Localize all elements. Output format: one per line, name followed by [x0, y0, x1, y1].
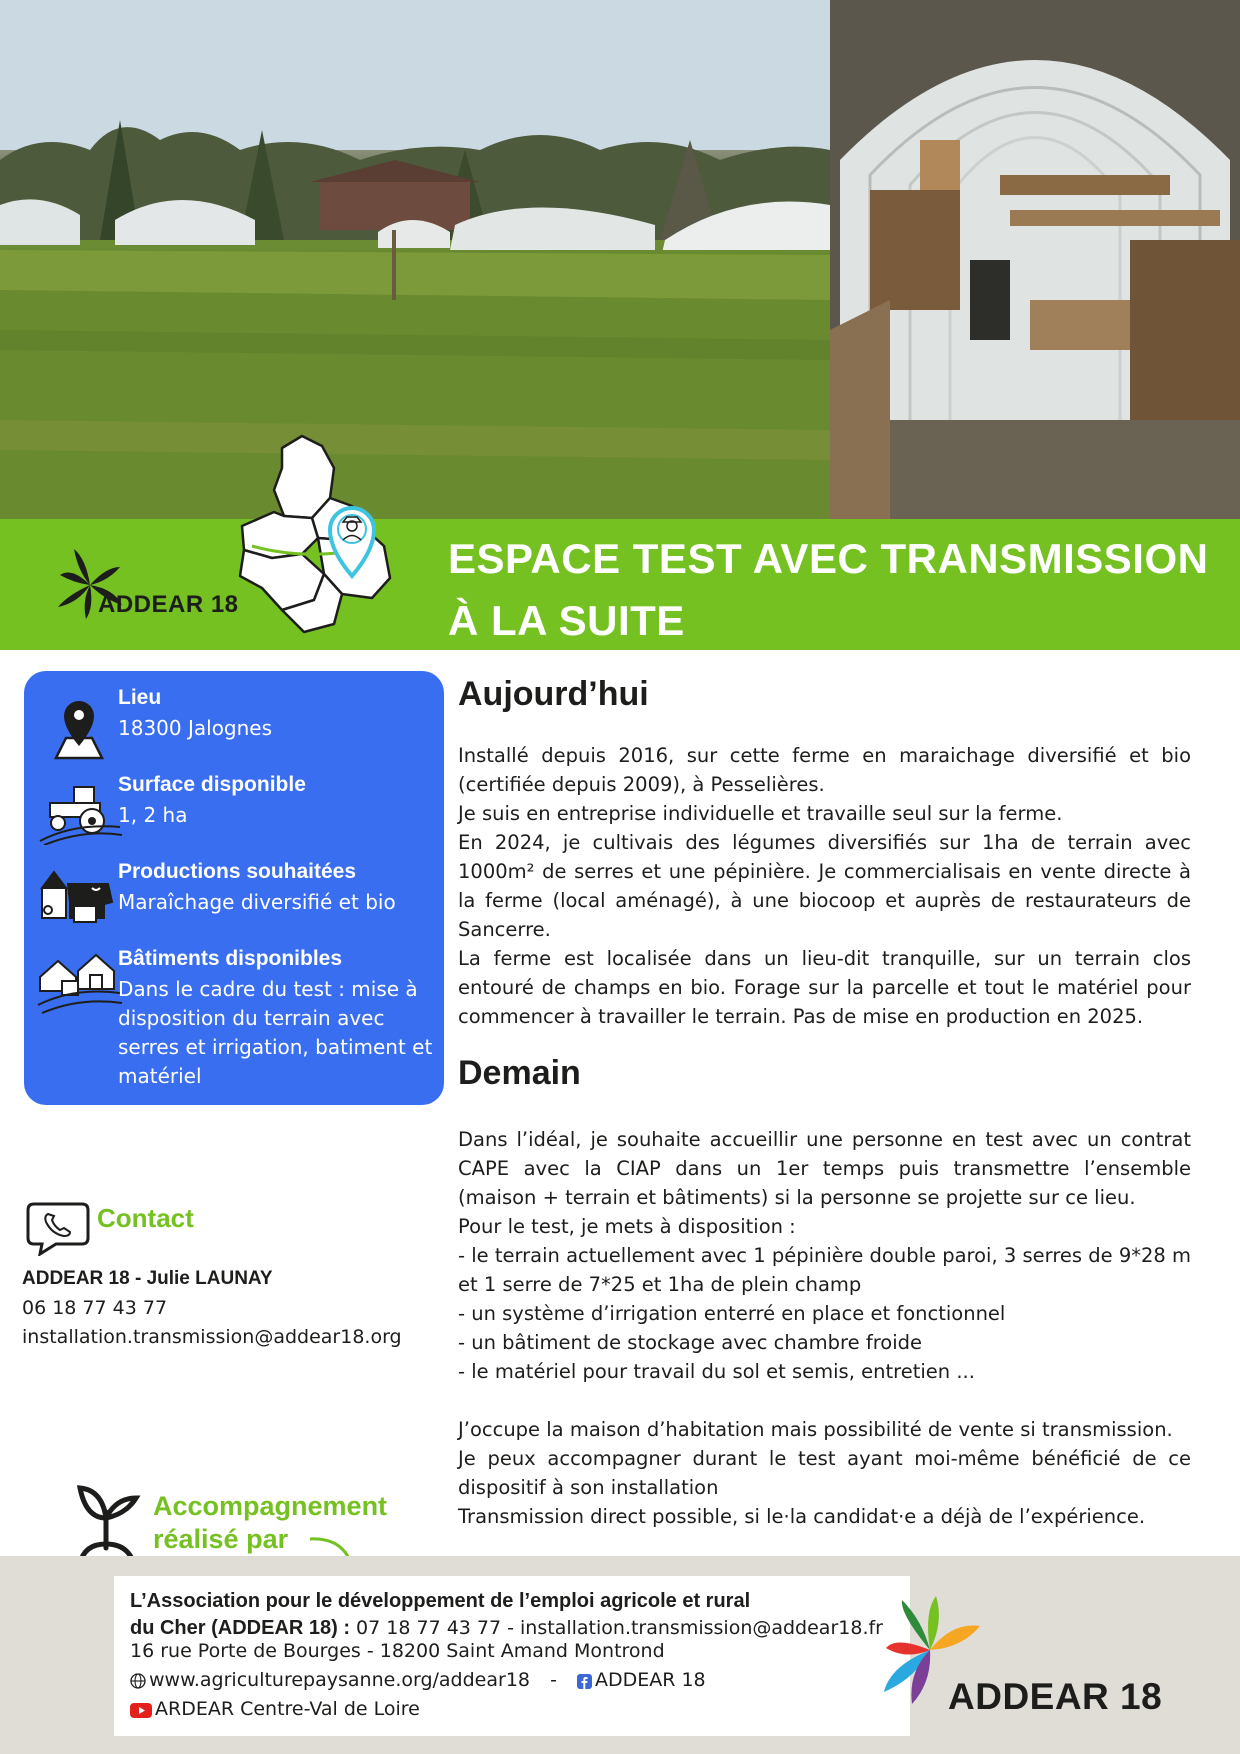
- paragraph: J’occupe la maison d’habitation mais possibilité de vente si transmission.: [458, 1418, 1173, 1441]
- paragraph: - le matériel pour travail du sol et semis, entretien ...: [458, 1360, 975, 1383]
- facebook-icon: [577, 1674, 592, 1689]
- paragraph: Je peux accompagner durant le test ayant moi-même bénéficié de ce dispositif à son installation: [458, 1447, 1191, 1499]
- paragraph: Installé depuis 2016, sur cette ferme en maraichage diversifié et bio (certifiée depuis 2009), à Pesselières.: [458, 744, 1191, 796]
- info-label: Bâtiments disponibles: [118, 947, 343, 970]
- contact-phone: 06 18 77 43 77: [22, 1297, 168, 1319]
- paragraph: La ferme est localisée dans un lieu-dit tranquille, sur un terrain clos entouré de champs en bio. Forage sur la parcelle et tout le matériel pour commencer à travailler le terrain. Pas de mise en production en 2025.: [458, 947, 1191, 1028]
- paragraph: Je suis en entreprise individuelle et travaille seul sur la ferme.: [458, 802, 1063, 825]
- youtube-link[interactable]: ARDEAR Centre-Val de Loire: [155, 1698, 420, 1720]
- info-card: [24, 671, 444, 1105]
- website-link[interactable]: www.agriculturepaysanne.org/addear18: [149, 1669, 531, 1691]
- footer-address: 16 rue Porte de Bourges - 18200 Saint Amand Montrond: [130, 1640, 665, 1662]
- footer-youtube-row: [130, 1698, 420, 1720]
- paragraph: - un système d’irrigation enterré en place et fonctionnel: [458, 1302, 1006, 1325]
- facebook-link[interactable]: ADDEAR 18: [594, 1669, 706, 1691]
- paragraph: Transmission direct possible, si le·la candidat·e a déjà de l’expérience.: [458, 1505, 1146, 1528]
- tractor-icon: [34, 775, 124, 845]
- info-value: Dans le cadre du test : mise à disposition du terrain avec serres et irrigation, batiment et matériel: [118, 977, 433, 1088]
- info-value: Maraîchage diversifié et bio: [118, 890, 396, 914]
- footer-links-row: [130, 1669, 706, 1691]
- footer-separator: -: [550, 1669, 557, 1691]
- info-label: Productions souhaitées: [118, 860, 357, 883]
- footer-organization: [130, 1588, 910, 1642]
- footer-org-contact: 07 18 77 43 77 - installation.transmission@addear18.fr: [350, 1617, 883, 1639]
- contact-email[interactable]: installation.transmission@addear18.org: [22, 1326, 402, 1348]
- paragraph: Pour le test, je mets à disposition :: [458, 1215, 796, 1238]
- header-photos: [0, 0, 1240, 519]
- phone-bubble-icon: [26, 1200, 90, 1256]
- footer-org-line-1: L’Association pour le développement de l’emploi agricole et rural: [130, 1590, 751, 1612]
- footer-org-name: du Cher (ADDEAR 18) :: [130, 1617, 351, 1639]
- info-label: Surface disponible: [118, 773, 306, 796]
- footer-logo-name: ADDEAR 18: [948, 1676, 1163, 1717]
- globe-icon: [130, 1673, 146, 1689]
- footer-org-line-2: [130, 1615, 910, 1642]
- paragraph: - un bâtiment de stockage avec chambre froide: [458, 1331, 923, 1354]
- field-photo: [0, 0, 830, 519]
- accompagnement-line-2: réalisé par: [153, 1524, 289, 1554]
- heading-tomorrow: Demain: [458, 1054, 581, 1092]
- heading-today: Aujourd’hui: [458, 675, 649, 713]
- title-line-2: À LA SUITE: [448, 597, 685, 644]
- farm-buildings-icon: [34, 947, 124, 1017]
- page-title: [448, 528, 1228, 652]
- youtube-icon: [130, 1703, 152, 1718]
- info-value: 1, 2 ha: [118, 803, 188, 827]
- paragraph: - le terrain actuellement avec 1 pépinière double paroi, 3 serres de 9*28 m et 1 serre de 7*25 et 1ha de plein champ: [458, 1244, 1191, 1296]
- contact-name: ADDEAR 18 - Julie LAUNAY: [22, 1268, 273, 1289]
- paragraph: En 2024, je cultivais des légumes diversifiés sur 1ha de terrain avec 1000m² de serres et une pépinière. Je commercialisais en vente directe à la ferme (local aménagé), à une biocoop et auprès de restaurateurs de Sancerre.: [458, 831, 1191, 941]
- brand-name: ADDEAR 18: [98, 591, 239, 618]
- sprout-icon: [76, 1478, 146, 1568]
- contact-title: Contact: [97, 1203, 194, 1233]
- today-text: [458, 741, 1191, 1031]
- tomorrow-text: [458, 1125, 1191, 1531]
- map-pin-icon: [34, 694, 124, 764]
- title-line-1: ESPACE TEST AVEC TRANSMISSION: [448, 535, 1209, 582]
- paragraph: Dans l’idéal, je souhaite accueillir une personne en test avec un contrat CAPE avec la CIAP dans un 1er temps puis transmettre l’ensemble (maison + terrain et bâtiments) si la personne se projette sur ce lieu.: [458, 1128, 1191, 1209]
- farm-produce-icon: [34, 858, 124, 928]
- accompagnement-line-1: Accompagnement: [153, 1491, 388, 1521]
- greenhouse-photo: [830, 0, 1240, 519]
- region-map-icon: [222, 428, 402, 638]
- info-value: 18300 Jalognes: [118, 716, 273, 740]
- info-label: Lieu: [118, 686, 162, 709]
